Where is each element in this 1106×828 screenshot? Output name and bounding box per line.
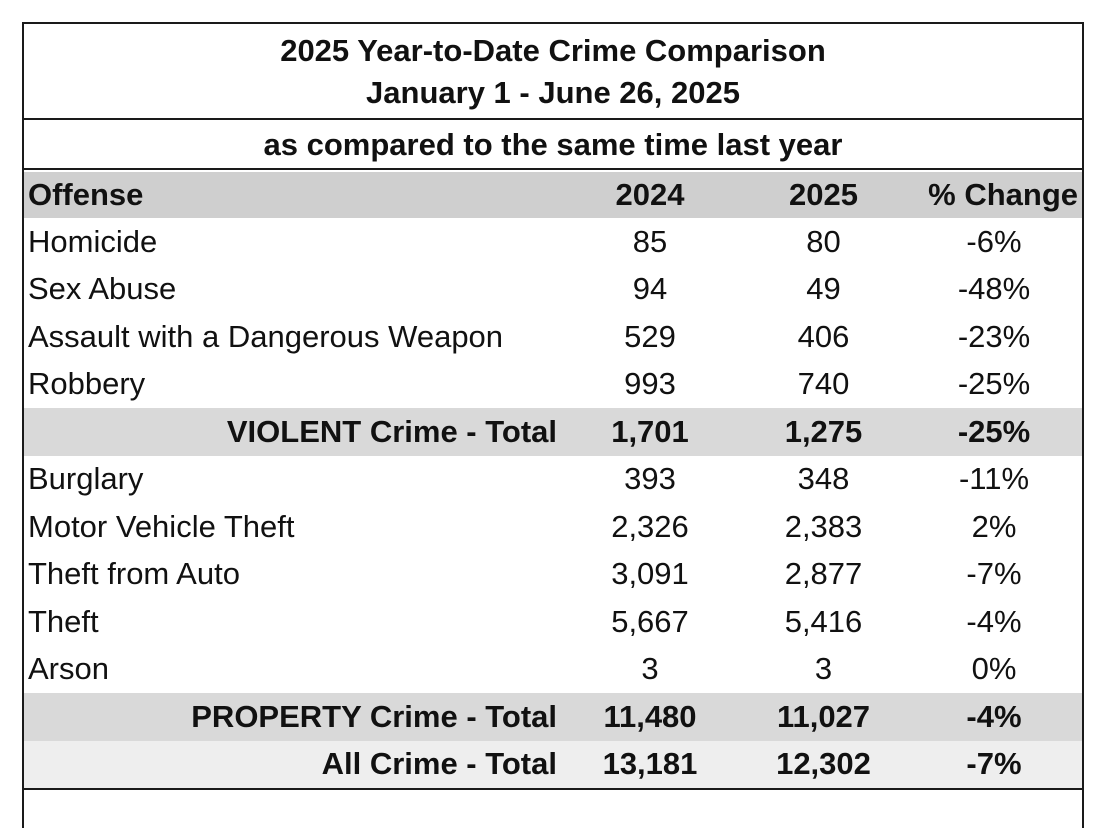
value-2025-cell: 12,302 — [776, 746, 871, 782]
value-2024-cell: 2,326 — [611, 508, 689, 544]
table-row-homicide — [24, 218, 1082, 266]
value-2025-cell: 3 — [814, 651, 833, 687]
table-row-property-total — [24, 693, 1082, 741]
value-2024-cell: 94 — [632, 271, 668, 307]
table-row-motor-vehicle-theft — [24, 503, 1082, 551]
change-cell: 2% — [971, 508, 1017, 544]
change-cell: -4% — [966, 603, 1022, 639]
table-row-assault — [24, 313, 1082, 361]
change-cell: -4% — [966, 698, 1022, 734]
value-2024-cell: 5,667 — [611, 603, 689, 639]
value-2025-cell: 5,416 — [784, 603, 863, 639]
offense-cell: Robbery — [28, 366, 146, 402]
value-2025-cell: 2,877 — [784, 556, 863, 592]
change-cell: -7% — [966, 556, 1022, 592]
value-2025-cell: 49 — [806, 271, 841, 307]
offense-cell: Theft from Auto — [28, 556, 240, 592]
change-cell: -48% — [957, 271, 1031, 307]
header-offense: Offense — [28, 177, 144, 212]
header-2025: 2025 — [789, 177, 858, 212]
value-2024-cell: 393 — [624, 461, 676, 497]
value-2025-cell: 2,383 — [784, 508, 863, 544]
offense-cell: Homicide — [28, 223, 158, 259]
change-cell: -23% — [957, 318, 1031, 354]
header-change: % Change — [928, 177, 1078, 212]
table-row-theft — [24, 598, 1082, 646]
table-row-violent-total — [24, 408, 1082, 456]
offense-cell: Motor Vehicle Theft — [28, 508, 295, 544]
report-subtitle: as compared to the same time last year — [24, 120, 1082, 170]
offense-cell: VIOLENT Crime - Total — [226, 413, 557, 449]
change-cell: 0% — [971, 651, 1017, 687]
crime-table — [24, 172, 1082, 788]
value-2024-cell: 85 — [632, 223, 668, 259]
change-cell: -11% — [958, 461, 1030, 497]
table-header-row — [24, 172, 1082, 218]
value-2025-cell: 740 — [797, 366, 850, 402]
value-2025-cell: 348 — [797, 461, 850, 497]
value-2025-cell: 406 — [797, 318, 850, 354]
value-2024-cell: 3 — [641, 651, 659, 687]
report-table-frame — [22, 22, 1084, 828]
title-block — [24, 24, 1082, 120]
report-title: 2025 Year-to-Date Crime Comparison — [280, 33, 826, 68]
header-2024: 2024 — [615, 177, 685, 212]
offense-cell: All Crime - Total — [321, 746, 557, 782]
table-bottom-rule — [24, 788, 1082, 790]
table-row-theft-from-auto — [24, 551, 1082, 599]
change-cell: -6% — [966, 223, 1022, 259]
value-2024-cell: 529 — [624, 318, 676, 354]
value-2025-cell: 80 — [806, 223, 841, 259]
value-2024-cell: 11,480 — [603, 698, 697, 734]
change-cell: -25% — [957, 413, 1031, 449]
value-2024-cell: 993 — [624, 366, 676, 402]
offense-cell: Arson — [28, 651, 109, 687]
offense-cell: Sex Abuse — [28, 271, 177, 307]
table-row-sex-abuse — [24, 266, 1082, 314]
table-row-robbery — [24, 361, 1082, 409]
offense-cell: Burglary — [28, 461, 144, 497]
table-row-arson — [24, 646, 1082, 694]
table-row-burglary — [24, 456, 1082, 504]
change-cell: -25% — [957, 366, 1031, 402]
report-date-range: January 1 - June 26, 2025 — [366, 75, 740, 110]
table-row-all-crime-total — [24, 741, 1082, 789]
value-2024-cell: 13,181 — [602, 746, 698, 782]
offense-cell: Assault with a Dangerous Weapon — [28, 318, 504, 354]
offense-cell: Theft — [28, 603, 99, 639]
value-2025-cell: 11,027 — [776, 698, 871, 734]
value-2024-cell: 3,091 — [611, 556, 689, 592]
change-cell: -7% — [966, 746, 1022, 782]
offense-cell: PROPERTY Crime - Total — [191, 698, 557, 734]
value-2024-cell: 1,701 — [611, 413, 689, 449]
value-2025-cell: 1,275 — [784, 413, 863, 449]
